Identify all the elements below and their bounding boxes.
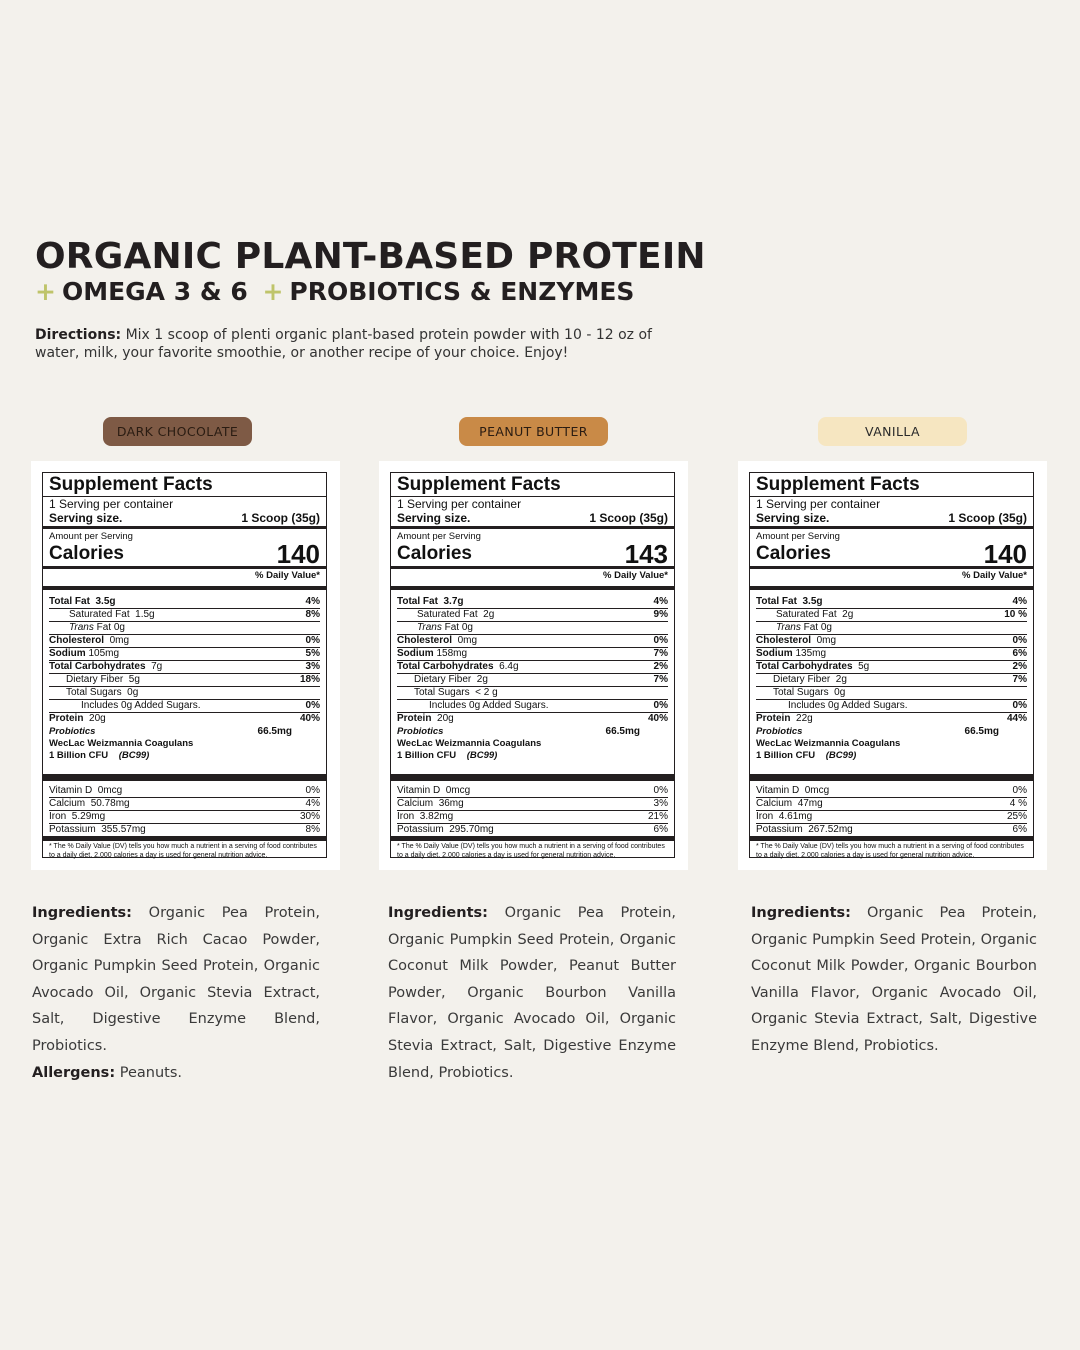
nutrient-row: Total Carbohydrates 6.4g 2% [397,661,668,672]
mineral-row: Vitamin D 0mcg 0% [756,785,1027,796]
nutrient-row: Total Carbohydrates 7g 3% [49,661,320,672]
ingredients-text: Organic Pea Protein, Organic Pumpkin Seed Protein, Organic Coconut Milk Powder, Peanut Butter Powder, Organic Bourbon Vanilla Flavor, Organic Avocado Oil, Organic Stevia Extract, Salt, Digestive Enzyme Blend, Probiotics. [388,905,676,1081]
footnote: * The % Daily Value (DV) tells you how much a nutrient in a serving of food contributes to a daily diet. 2,000 calories a day is used for general nutrition advice. [756,843,1024,859]
probiotic-strain: WecLac Weizmannia Coagulans [397,738,542,749]
calories-value: 140 [983,539,1027,569]
nutrient-row: Dietary Fiber 2g 7% [397,674,668,687]
calories-label: Calories [49,543,124,564]
flavor-pill-peanut-butter: PEANUT BUTTER [459,417,608,446]
nutrient-row: Dietary Fiber 5g 18% [49,674,320,687]
page-subtitle [35,277,634,306]
nutrient-row: Total Fat 3.5g 4% [756,596,1027,607]
nutrient-row: Protein 20g 40% [397,713,668,724]
serving-size-row [49,511,320,525]
daily-value-header: % Daily Value* [962,570,1027,581]
mineral-row: Potassium 267.52mg 6% [756,824,1027,835]
serving-size-label: Serving size. [49,511,123,525]
plus-icon: + [262,277,284,306]
probiotics-row: Probiotics 66.5mg [756,726,999,737]
serving-size-label: Serving size. [756,511,830,525]
page-title: ORGANIC PLANT-BASED PROTEIN [35,236,706,277]
probiotic-strain: WecLac Weizmannia Coagulans [49,738,194,749]
ingredients-label: Ingredients: [388,905,488,921]
daily-value-header: % Daily Value* [255,570,320,581]
ingredients-dark-chocolate [32,900,320,1060]
flavor-pill-dark-chocolate: DARK CHOCOLATE [103,417,252,446]
supplement-facts-label [42,472,327,858]
nutrient-row: Sodium 135mg 6% [756,648,1027,659]
probiotics-row: Probiotics 66.5mg [49,726,292,737]
ingredients-peanut-butter [388,900,676,1086]
ingredients-text: Organic Pea Protein, Organic Extra Rich Cacao Powder, Organic Pumpkin Seed Protein, Organic Avocado Oil, Organic Stevia Extract, Salt, Digestive Enzyme Blend, Probiotics. [32,905,320,1054]
calories-row [397,539,668,569]
probiotics-label: PROBIOTICS & ENZYMES [289,277,635,306]
nutrient-row: Cholesterol 0mg 0% [49,635,320,646]
nutrient-row: Saturated Fat 2g 9% [397,609,668,622]
probiotic-strain: WecLac Weizmannia Coagulans [756,738,901,749]
mineral-row: Iron 3.82mg 21% [397,811,668,822]
supplement-card-peanut-butter [379,461,688,870]
footnote: * The % Daily Value (DV) tells you how much a nutrient in a serving of food contributes to a daily diet. 2,000 calories a day is used for general nutrition advice. [397,843,665,859]
serving-size-row [756,511,1027,525]
probiotic-cfu: 1 Billion CFU (BC99) [49,750,150,761]
calories-row [49,539,320,569]
calories-value: 143 [624,539,668,569]
footnote: * The % Daily Value (DV) tells you how much a nutrient in a serving of food contributes to a daily diet. 2,000 calories a day is used for general nutrition advice. [49,843,317,859]
ingredients-text: Organic Pea Protein, Organic Pumpkin Seed Protein, Organic Coconut Milk Powder, Organic Bourbon Vanilla Flavor, Organic Avocado Oil, Organic Stevia Extract, Salt, Digestive Enzyme Blend, Probiotics. [751,905,1037,1054]
ingredients-label: Ingredients: [32,905,132,921]
amount-per-serving: Amount per Serving [397,531,481,542]
nutrient-row: Saturated Fat 1.5g 8% [49,609,320,622]
ingredients-label: Ingredients: [751,905,851,921]
label-title: Supplement Facts [397,474,561,495]
serving-size-value: 1 Scoop (35g) [589,511,668,525]
mineral-row: Iron 4.61mg 25% [756,811,1027,822]
probiotic-cfu: 1 Billion CFU (BC99) [397,750,498,761]
serving-size-value: 1 Scoop (35g) [241,511,320,525]
nutrient-row: Protein 22g 44% [756,713,1027,724]
nutrient-row: Total Fat 3.5g 4% [49,596,320,607]
directions [35,326,675,362]
mineral-row: Potassium 295.70mg 6% [397,824,668,835]
directions-label: Directions: [35,327,122,343]
calories-label: Calories [756,543,831,564]
ingredients-vanilla [751,900,1037,1060]
nutrient-row: Total Sugars < 2 g [397,687,668,700]
nutrient-row: Total Sugars 0g [756,687,1027,700]
nutrient-row: Trans Fat 0g [397,622,668,635]
probiotics-row: Probiotics 66.5mg [397,726,640,737]
servings-per-container: 1 Serving per container [49,497,174,511]
mineral-row: Vitamin D 0mcg 0% [49,785,320,796]
nutrient-row: Saturated Fat 2g 10 % [756,609,1027,622]
supplement-card-vanilla [738,461,1047,870]
mineral-row: Calcium 47mg 4 % [756,798,1027,809]
nutrient-row: Includes 0g Added Sugars. 0% [49,700,320,713]
calories-row [756,539,1027,569]
mineral-row: Vitamin D 0mcg 0% [397,785,668,796]
allergens-text: Peanuts. [115,1065,182,1081]
nutrient-row: Total Fat 3.7g 4% [397,596,668,607]
nutrient-row: Includes 0g Added Sugars. 0% [756,700,1027,713]
flavor-pill-vanilla: VANILLA [818,417,967,446]
plus-icon: + [35,277,56,306]
nutrient-row: Trans Fat 0g [49,622,320,635]
nutrient-row: Total Sugars 0g [49,687,320,700]
servings-per-container: 1 Serving per container [397,497,522,511]
nutrient-row: Sodium 158mg 7% [397,648,668,659]
supplement-facts-label [749,472,1034,858]
nutrient-row: Protein 20g 40% [49,713,320,724]
serving-size-row [397,511,668,525]
supplement-facts-label [390,472,675,858]
amount-per-serving: Amount per Serving [756,531,840,542]
mineral-row: Iron 5.29mg 30% [49,811,320,822]
probiotic-cfu: 1 Billion CFU (BC99) [756,750,857,761]
nutrient-row: Includes 0g Added Sugars. 0% [397,700,668,713]
allergens [32,1060,182,1086]
calories-label: Calories [397,543,472,564]
serving-size-label: Serving size. [397,511,471,525]
label-title: Supplement Facts [49,474,213,495]
amount-per-serving: Amount per Serving [49,531,133,542]
serving-size-value: 1 Scoop (35g) [948,511,1027,525]
servings-per-container: 1 Serving per container [756,497,881,511]
nutrient-row: Cholesterol 0mg 0% [397,635,668,646]
label-title: Supplement Facts [756,474,920,495]
nutrient-row: Cholesterol 0mg 0% [756,635,1027,646]
directions-text: Mix 1 scoop of plenti organic plant-based protein powder with 10 - 12 oz of water, milk, your favorite smoothie, or another recipe of your choice. Enjoy! [35,327,652,361]
mineral-row: Potassium 355.57mg 8% [49,824,320,835]
mineral-row: Calcium 50.78mg 4% [49,798,320,809]
omega-label: OMEGA 3 & 6 [61,277,248,306]
nutrient-row: Total Carbohydrates 5g 2% [756,661,1027,672]
nutrient-row: Dietary Fiber 2g 7% [756,674,1027,687]
nutrient-row: Sodium 105mg 5% [49,648,320,659]
calories-value: 140 [276,539,320,569]
allergens-label: Allergens: [32,1065,116,1081]
mineral-row: Calcium 36mg 3% [397,798,668,809]
supplement-card-dark-chocolate [31,461,340,870]
daily-value-header: % Daily Value* [603,570,668,581]
nutrient-row: Trans Fat 0g [756,622,1027,635]
